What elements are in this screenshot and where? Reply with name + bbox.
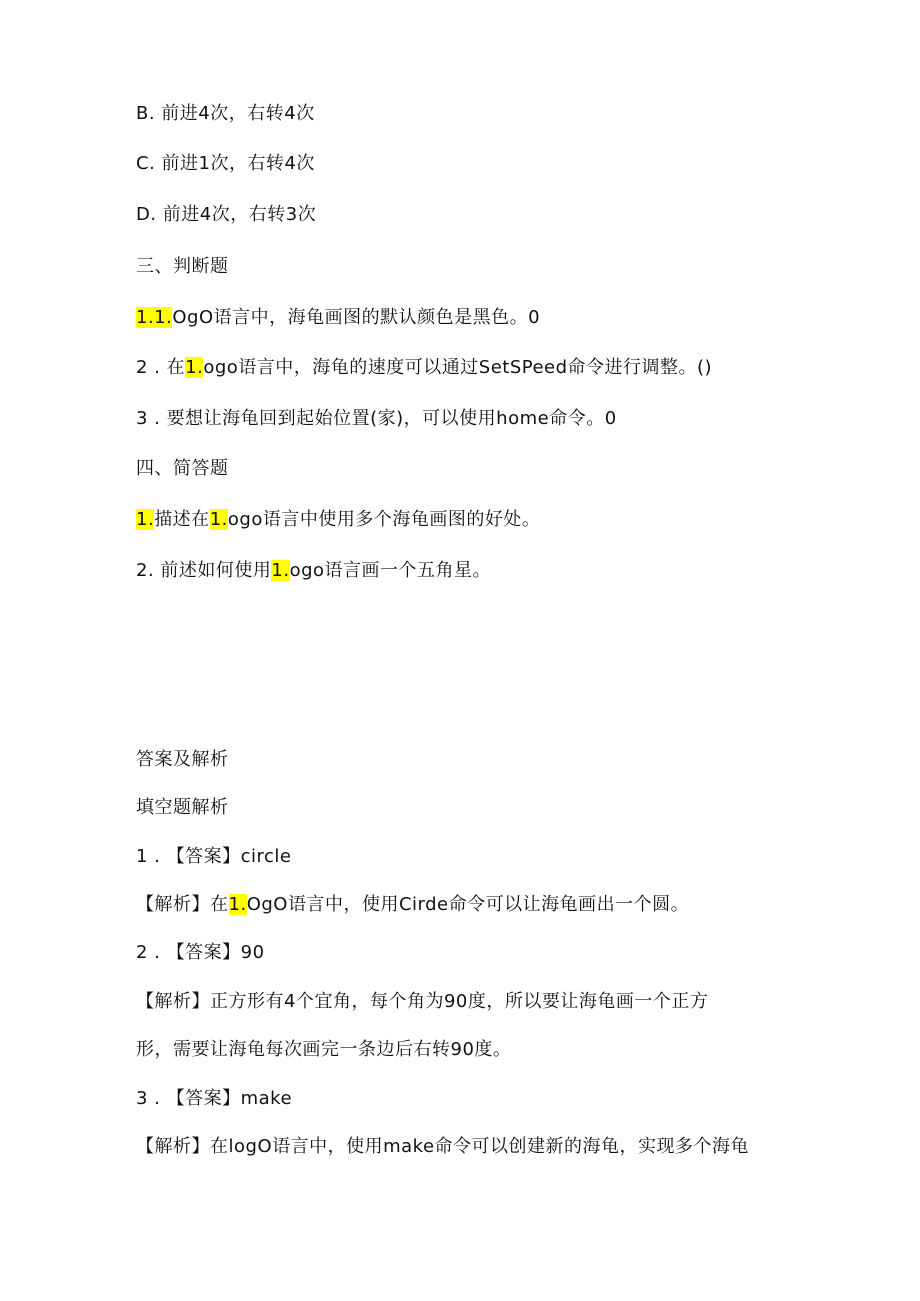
short-answer-question-2: [136, 558, 491, 584]
explanation-text: OgO语言中，使用Cirde命令可以让海龟画出一个圆。: [246, 894, 690, 915]
answer-3: 3 . 【答案】make: [136, 1088, 293, 1109]
highlight-mark: 1.: [271, 560, 290, 581]
section-heading-short-answer: 四、简答题: [136, 458, 229, 479]
answer-2-explanation-line-2: 形，需要让海龟每次画完一条边后右转90度。: [136, 1039, 512, 1060]
short-answer-question-1: [136, 507, 540, 533]
question-text: ogo语言中使用多个海龟画图的好处。: [227, 509, 541, 530]
judgment-question-3: 3 . 要想让海龟回到起始位置(家)，可以使用home命令。0: [136, 408, 617, 429]
judgment-question-1: [136, 305, 540, 331]
question-text: ogo语言中，海龟的速度可以通过SetSPeed命令进行调整。(): [203, 357, 713, 378]
option-c: C. 前进1次，右转4次: [136, 153, 315, 174]
highlight-mark: 1.: [185, 357, 204, 378]
answer-3-explanation: 【解析】在logO语言中，使用make命令可以创建新的海龟，实现多个海龟: [136, 1136, 750, 1157]
answer-1-explanation: [136, 892, 689, 918]
answers-subtitle: 填空题解析: [136, 797, 229, 818]
answer-2-explanation-line-1: 【解析】正方形有4个宜角，每个角为90度，所以要让海龟画一个正方: [136, 991, 709, 1012]
question-text: ogo语言画一个五角星。: [289, 560, 492, 581]
judgment-question-2: [136, 355, 712, 381]
question-prefix: 2 . 在: [136, 357, 186, 378]
answer-2: 2 . 【答案】90: [136, 942, 265, 963]
answers-title: 答案及解析: [136, 749, 229, 770]
highlight-mark: 1.: [136, 509, 155, 530]
question-text: 描述在: [154, 509, 210, 530]
section-heading-judgment: 三、判断题: [136, 256, 229, 277]
question-prefix: 2. 前述如何使用: [136, 560, 272, 581]
option-b: B. 前进4次，右转4次: [136, 103, 315, 124]
highlight-mark: 1.: [209, 509, 228, 530]
highlight-mark: 1.1.: [136, 307, 173, 328]
question-text: OgO语言中，海龟画图的默认颜色是黑色。0: [172, 307, 541, 328]
explanation-prefix: 【解析】在: [136, 894, 229, 915]
option-d: D. 前进4次，右转3次: [136, 204, 317, 225]
highlight-mark: 1.: [228, 894, 247, 915]
answer-1: 1 . 【答案】circle: [136, 846, 292, 867]
